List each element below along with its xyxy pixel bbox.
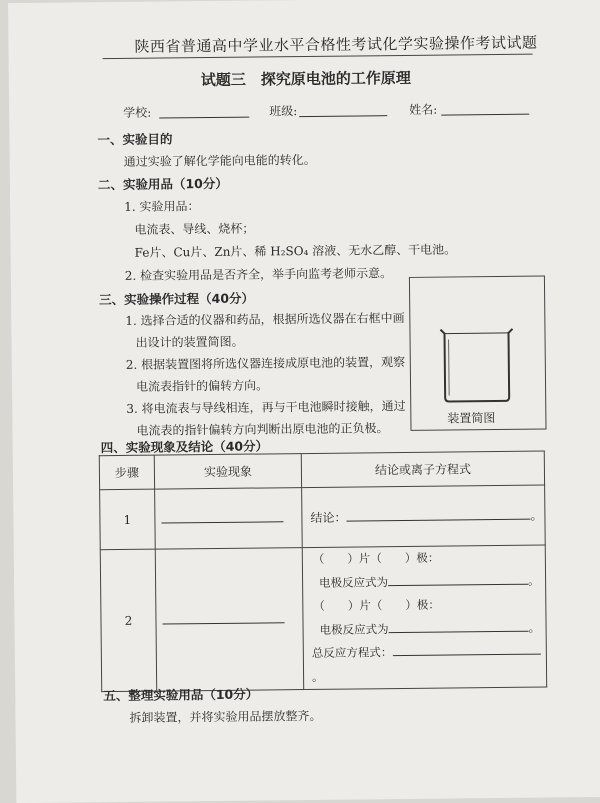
step-2-line-b: 电流表指针的偏转方向。 [135, 378, 269, 394]
class-blank[interactable] [299, 115, 387, 117]
electrode-eq-a-period: 。 [528, 573, 540, 588]
conclusion-blank[interactable] [346, 519, 530, 522]
step-1-line-b: 出设计的装置简图。 [135, 334, 244, 350]
diagram-caption: 装置简图 [447, 411, 496, 426]
section-5-body: 拆卸装置，并将实验用品摆放整齐。 [129, 708, 322, 725]
name-label: 姓名: [409, 102, 438, 117]
electrode-eq-a-line [319, 569, 545, 595]
row-2-phenomenon-cell [155, 548, 303, 692]
step-3-line-b: 电流表的指针偏转方向判断出原电池的正负极。 [136, 421, 389, 438]
row-2-step: 2 [100, 549, 156, 692]
step-1-line-a: 1. 选择合适的仪器和药品，根据所选仪器在右框中画 [125, 310, 405, 328]
school-blank[interactable] [159, 117, 249, 119]
materials-line-1: 电流表、导线、烧杯； [134, 221, 255, 237]
section-2-item-1: 1. 实验用品： [124, 199, 200, 214]
step-3-line-a: 3. 将电流表与导线相连，再与干电池瞬时接触，通过 [126, 398, 406, 416]
materials-line-2: Fe片、Cu片、Zn片、稀 H₂SO₄ 溶液、无水乙醇、干电池。 [134, 242, 457, 260]
page-title: 试题三 探究原电池的工作原理 [200, 68, 411, 90]
section-3-heading: 三、实验操作过程（40分） [99, 290, 255, 308]
pole-a-line [313, 546, 545, 572]
table-header-row [99, 451, 544, 490]
pole-b-line [313, 593, 545, 619]
row-2-phenomenon-blank[interactable] [163, 622, 285, 624]
total-eq-period: 。 [312, 669, 324, 684]
school-label: 学校: [123, 105, 152, 120]
electrode-eq-a-label: 电极反应式为 [319, 574, 389, 590]
step-2-line-a: 2. 根据装置图将所选仪器连接成原电池的装置，观察 [125, 354, 406, 372]
table-row [100, 545, 546, 692]
section-5-heading: 五、整理实验用品（10分） [103, 686, 259, 704]
row-1-step: 1 [100, 489, 156, 550]
exam-paper [8, 0, 600, 803]
class-label: 班级: [269, 104, 298, 119]
col-step-header: 步骤 [99, 455, 154, 490]
row-1-phenomenon-cell [155, 488, 303, 550]
row-1-phenomenon-blank[interactable] [161, 521, 283, 523]
total-eq-label: 总反应方程式： [311, 645, 393, 660]
section-2-item-2: 2. 检查实验用品是否齐全，举手向监考老师示意。 [124, 266, 393, 283]
electrode-eq-b-blank[interactable] [389, 630, 529, 632]
diagram-box[interactable] [409, 276, 547, 431]
section-1-heading: 一、实验目的 [97, 131, 173, 148]
section-1-body: 通过实验了解化学能向电能的转化。 [123, 152, 316, 169]
row-1-conclusion-cell [302, 485, 546, 548]
table-row [100, 485, 546, 550]
exam-header: 陕西省普通高中学业水平合格性考试化学实验操作考试试题 [134, 33, 538, 56]
beaker-icon [436, 325, 517, 404]
total-eq-blank[interactable] [392, 654, 540, 657]
electrode-eq-b-line [319, 616, 545, 642]
col-conclusion-header: 结论或离子方程式 [301, 451, 544, 488]
electrode-eq-a-blank[interactable] [388, 583, 528, 585]
section-4-heading: 四、实验现象及结论（40分） [100, 438, 269, 456]
pole-b-label: （ ）片（ ）极： [313, 597, 440, 613]
section-2-heading: 二、实验用品（10分） [97, 175, 228, 193]
name-blank[interactable] [441, 114, 529, 116]
results-table [99, 451, 547, 693]
row-2-conclusion-cell [302, 545, 546, 690]
electrode-eq-b-period: 。 [528, 620, 541, 635]
col-phenomenon-header: 实验现象 [154, 454, 301, 490]
total-eq-line [312, 640, 546, 689]
conclusion-label: 结论： [310, 510, 347, 525]
conclusion-period: 。 [530, 508, 543, 523]
pole-a-label: （ ）片（ ）极： [312, 550, 440, 566]
electrode-eq-b-label: 电极反应式为 [319, 621, 389, 637]
